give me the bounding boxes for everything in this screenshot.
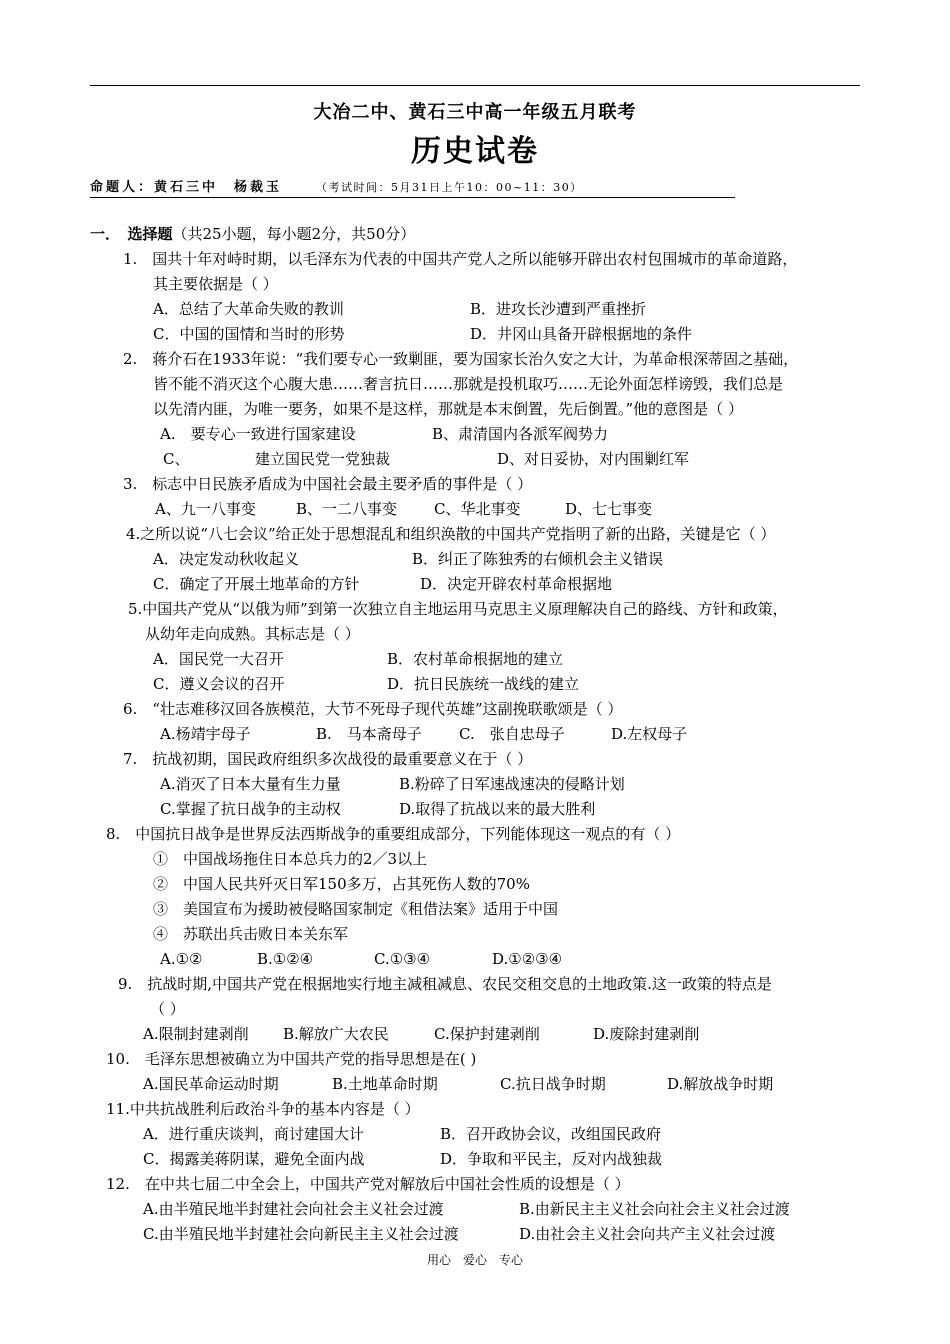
q6-stem: 6. “壮志难移汉回各族模范，大节不死母子现代英雄”这副挽联歌颂是（ ） bbox=[123, 700, 623, 718]
q8-item-2: ② 中国人民共歼灭日军150多万，占其死伤人数的70% bbox=[153, 875, 530, 893]
q4-stem: 4.之所以说“八七会议”给正处于思想混乱和组织涣散的中国共产党指明了新的出路，关键是它（ ） bbox=[126, 525, 776, 543]
q8-item-3: ③ 美国宣布为援助被侵略国家制定《租借法案》适用于中国 bbox=[153, 900, 559, 918]
author-line: 命题人：黄石三中 杨裁玉 bbox=[90, 180, 283, 195]
q3-option-a: A、九一八事变 bbox=[155, 500, 256, 518]
q2-option-b: B、肃清国内各派军阀势力 bbox=[432, 425, 609, 443]
q8-item-1: ① 中国战场拖住日本总兵力的2／3以上 bbox=[153, 850, 428, 868]
q5-option-b: B．农村革命根据地的建立 bbox=[387, 650, 564, 668]
q4-option-c: C．确定了开展土地革命的方针 bbox=[153, 575, 360, 593]
q1-option-a: A．总结了大革命失败的教训 bbox=[153, 300, 344, 318]
q7-option-b: B.粉碎了日军速战速决的侵略计划 bbox=[399, 775, 625, 793]
q12-option-b: B.由新民主主义社会向社会主义社会过渡 bbox=[519, 1200, 790, 1218]
q9-option-d: D.废除封建剥削 bbox=[593, 1025, 700, 1043]
q10-option-b: B.土地革命时期 bbox=[332, 1075, 438, 1093]
q8-stem: 8. 中国抗日战争是世界反法西斯战争的重要组成部分，下列能体现这一观点的有（ ） bbox=[106, 825, 681, 843]
q10-option-d: D.解放战争时期 bbox=[667, 1075, 774, 1093]
q11-option-b: B．召开政协会议，改组国民政府 bbox=[440, 1125, 662, 1143]
q1-stem-line-1: 1. 国共十年对峙时期，以毛泽东为代表的中国共产党人之所以能够开辟出农村包围城市的革命道路， bbox=[123, 250, 798, 268]
q3-option-d: D、七七事变 bbox=[565, 500, 653, 518]
q2-option-c-text: 建立国民党一党独裁 bbox=[255, 450, 391, 468]
q10-option-c: C.抗日战争时期 bbox=[500, 1075, 606, 1093]
q11-option-c: C．揭露美蒋阴谋，避免全面内战 bbox=[143, 1150, 365, 1168]
q3-stem: 3. 标志中日民族矛盾成为中国社会最主要矛盾的事件是（ ） bbox=[123, 475, 533, 493]
q2-option-c-letter: C、 bbox=[163, 450, 190, 468]
q12-option-c: C.由半殖民地半封建社会向新民主主义社会过渡 bbox=[143, 1225, 459, 1243]
q5-stem-line-1: 5.中国共产党从“以俄为师”到第一次独立自主地运用马克思主义原理解决自己的路线、方针和政策， bbox=[128, 600, 788, 618]
header-rule bbox=[90, 85, 860, 86]
q1-option-d: D．井冈山具备开辟根据地的条件 bbox=[470, 325, 693, 343]
q10-stem: 10. 毛泽东思想被确立为中国共产党的指导思想是在( ) bbox=[106, 1050, 477, 1068]
q8-item-4: ④ 苏联出兵击败日本关东军 bbox=[153, 925, 349, 943]
q8-option-a: A.①② bbox=[160, 950, 203, 968]
q6-option-c: C. 张自忠母子 bbox=[459, 725, 565, 743]
q9-option-b: B.解放广大农民 bbox=[283, 1025, 389, 1043]
q8-option-b: B.①②④ bbox=[257, 950, 314, 968]
q5-option-a: A．国民党一大召开 bbox=[153, 650, 284, 668]
q9-stem-line-2: （ ） bbox=[150, 1000, 185, 1018]
q5-option-d: D．抗日民族统一战线的建立 bbox=[387, 675, 580, 693]
q7-stem: 7. 抗战初期，国民政府组织多次战役的最重要意义在于（ ） bbox=[123, 750, 533, 768]
q2-stem-line-2: 皆不能不消灭这个心腹大患……奢言抗日……那就是投机取巧……无论外面怎样谤毁，我们总是 bbox=[153, 375, 784, 393]
q9-option-c: C.保护封建剥削 bbox=[434, 1025, 540, 1043]
q6-option-b: B. 马本斋母子 bbox=[316, 725, 422, 743]
q9-stem-line-1: 9. 抗战时期,中国共产党在根据地实行地主减租减息、农民交租交息的土地政策.这一政策的特点是 bbox=[118, 975, 772, 993]
q8-option-d: D.①②③④ bbox=[492, 950, 563, 968]
q7-option-a: A.消灭了日本大量有生力量 bbox=[160, 775, 341, 793]
q12-option-d: D.由社会主义社会向共产主义社会过渡 bbox=[519, 1225, 776, 1243]
q2-stem-line-1: 2. 蒋介石在1933年说：“我们要专心一致剿匪，要为国家长治久安之大计，为革命根深蒂固之基础， bbox=[123, 350, 799, 368]
q7-option-c: C.掌握了抗日战争的主动权 bbox=[160, 800, 341, 818]
q11-option-a: A．进行重庆谈判，商讨建国大计 bbox=[143, 1125, 364, 1143]
q5-option-c: C．遵义会议的召开 bbox=[153, 675, 285, 693]
q8-option-c: C.①③④ bbox=[374, 950, 431, 968]
q9-option-a: A.限制封建剥削 bbox=[143, 1025, 249, 1043]
q11-option-d: D．争取和平民主，反对内战独裁 bbox=[440, 1150, 663, 1168]
q1-stem-line-2: 其主要依据是（ ） bbox=[153, 275, 278, 293]
q4-option-b: B．纠正了陈独秀的右倾机会主义错误 bbox=[412, 550, 664, 568]
q2-option-d: D、对日妥协，对内围剿红军 bbox=[497, 450, 690, 468]
exam-time: （考试时间：5月31日上午10：00~11：30） bbox=[316, 181, 583, 194]
q1-option-c: C．中国的国情和当时的形势 bbox=[153, 325, 345, 343]
exam-meta bbox=[90, 176, 735, 198]
q4-option-d: D．决定开辟农村革命根据地 bbox=[420, 575, 613, 593]
q6-option-a: A.杨靖宇母子 bbox=[160, 725, 251, 743]
q3-option-c: C、华北事变 bbox=[434, 500, 521, 518]
q4-option-a: A．决定发动秋收起义 bbox=[153, 550, 299, 568]
q11-stem: 11.中共抗战胜利后政治斗争的基本内容是（ ） bbox=[106, 1100, 420, 1118]
q5-stem-line-2: 从幼年走向成熟。其标志是（ ） bbox=[145, 625, 360, 643]
q2-stem-line-3: 以先清内匪，为唯一要务，如果不是这样，那就是本末倒置，先后倒置。”他的意图是（ ） bbox=[153, 400, 743, 418]
q3-option-b: B、一二八事变 bbox=[296, 500, 398, 518]
page-title: 历史试卷 bbox=[411, 134, 539, 169]
q12-stem: 12. 在中共七届二中全会上，中国共产党对解放后中国社会性质的设想是（ ） bbox=[106, 1175, 630, 1193]
q10-option-a: A.国民革命运动时期 bbox=[143, 1075, 279, 1093]
q6-option-d: D.左权母子 bbox=[611, 725, 688, 743]
school-line: 大冶二中、黄石三中高一年级五月联考 bbox=[313, 102, 637, 123]
page-footer: 用心 爱心 专心 bbox=[426, 1253, 523, 1267]
q7-option-d: D.取得了抗战以来的最大胜利 bbox=[399, 800, 596, 818]
q12-option-a: A.由半殖民地半封建社会向社会主义社会过渡 bbox=[143, 1200, 444, 1218]
q1-option-b: B．进攻长沙遭到严重挫折 bbox=[470, 300, 647, 318]
q2-option-a: A. 要专心一致进行国家建设 bbox=[160, 425, 356, 443]
section-heading: 一． 选择题（共25小题，每小题2分，共50分） bbox=[90, 225, 416, 243]
